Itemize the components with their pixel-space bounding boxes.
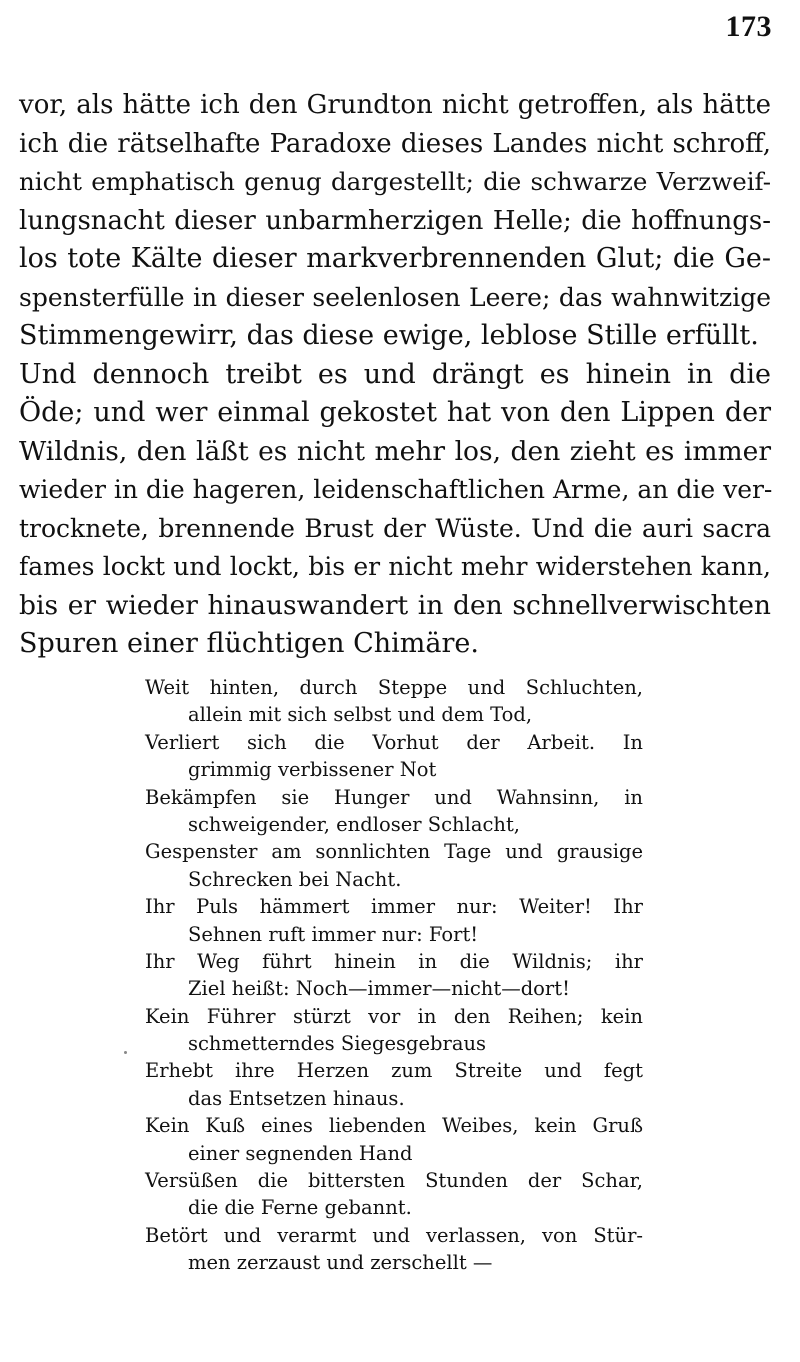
verse-line: Bekämpfen sie Hunger und Wahnsinn, in <box>145 785 643 809</box>
verse-line-indented: die die Ferne gebannt. <box>188 1196 412 1220</box>
verse-line: Versüßen die bittersten Stunden der Schar, <box>145 1169 643 1193</box>
verse-line: Verliert sich die Vorhut der Arbeit. In <box>145 730 643 754</box>
verse-line: Kein Kuß eines liebenden Weibes, kein Gruß <box>145 1114 643 1138</box>
verse-line: Kein Führer stürzt vor in den Reihen; kein <box>145 1004 643 1028</box>
verse-line: Ihr Puls hämmert immer nur: Weiter! Ihr <box>145 895 643 919</box>
verse-poem <box>145 674 643 1277</box>
prose-line: ich die rätselhafte Paradoxe dieses Landes nicht schroff, <box>19 128 771 159</box>
prose-line: fames lockt und lockt, bis er nicht mehr widerstehen kann, <box>19 552 771 581</box>
verse-line-indented: schweigender, endloser Schlacht, <box>188 812 520 836</box>
verse-line: Betört und verarmt und verlassen, von Stür- <box>145 1223 643 1247</box>
verse-line-indented: einer segnenden Hand <box>188 1141 413 1165</box>
prose-line: trocknete, brennende Brust der Wüste. Und die auri sacra <box>19 513 771 543</box>
prose-line: Wildnis, den läßt es nicht mehr los, den zieht es immer <box>19 435 771 467</box>
prose-line: Spuren einer flüchtigen Chimäre. <box>19 628 479 659</box>
prose-line: Und dennoch treibt es und drängt es hinein in die <box>19 358 771 390</box>
verse-line-indented: schmetterndes Siegesgebraus <box>188 1032 487 1056</box>
verse-line-indented: men zerzaust und zerschellt — <box>188 1251 493 1275</box>
verse-line-indented: allein mit sich selbst und dem Tod, <box>188 703 533 727</box>
verse-line: Ihr Weg führt hinein in die Wildnis; ihr <box>145 949 643 973</box>
prose-line: wieder in die hageren, leidenschaftlichen Arme, an die ver- <box>19 475 773 504</box>
verse-line: Weit hinten, durch Steppe und Schluchten, <box>145 676 643 699</box>
verse-line-indented: grimmig verbissener Not <box>188 758 437 782</box>
verse-line: Gespenster am sonnlichten Tage und grausige <box>145 840 643 864</box>
ink-speck <box>124 1051 127 1054</box>
prose-line: lungsnacht dieser unbarmherzigen Helle; die hoffnungs- <box>19 205 771 236</box>
verse-line: Erhebt ihre Herzen zum Streite und fegt <box>145 1059 643 1083</box>
prose-line: vor, als hätte ich den Grundton nicht getroffen, als hätte <box>19 90 771 120</box>
verse-line-indented: Sehnen ruft immer nur: Fort! <box>188 922 479 946</box>
prose-paragraphs <box>19 86 771 664</box>
page-number: 173 <box>725 10 772 43</box>
prose-line: Stimmengewirr, das diese ewige, leblose Stille erfüllt. <box>19 320 759 351</box>
verse-line-indented: Ziel heißt: Noch—immer—nicht—dort! <box>188 977 570 1001</box>
prose-line: bis er wieder hinauswandert in den schnellverwischten <box>19 589 771 621</box>
verse-line-indented: das Entsetzen hinaus. <box>188 1086 405 1110</box>
prose-line: Öde; und wer einmal gekostet hat von den Lippen der <box>19 397 771 428</box>
prose-line: los tote Kälte dieser markverbrennenden Glut; die Ge- <box>19 243 771 274</box>
prose-line: spensterfülle in dieser seelenlosen Leere; das wahnwitzige <box>19 282 771 312</box>
verse-line-indented: Schrecken bei Nacht. <box>188 867 402 891</box>
prose-line: nicht emphatisch genug dargestellt; die schwarze Verzweif- <box>19 167 771 196</box>
